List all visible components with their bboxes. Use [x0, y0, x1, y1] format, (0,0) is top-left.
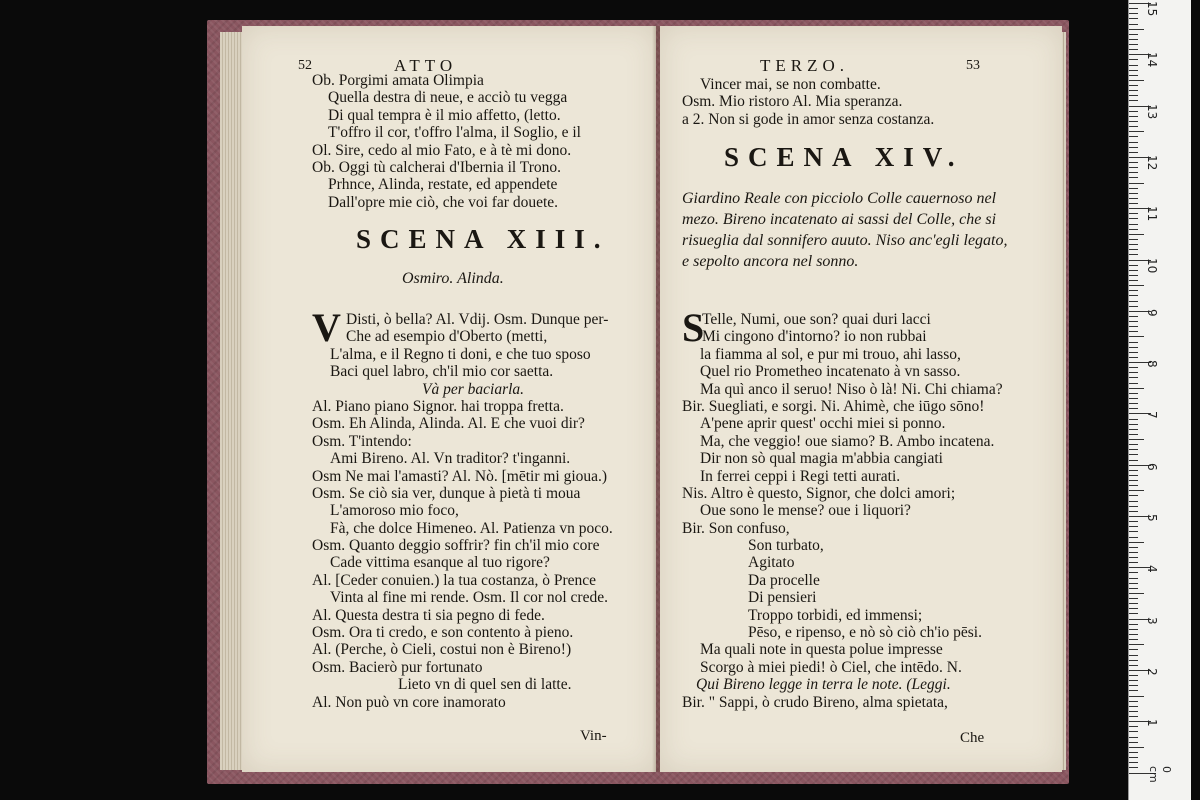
- ruler-tick: [1129, 624, 1138, 625]
- scene-heading: SCENA XIII.: [356, 224, 610, 254]
- verse-line: Prhnce, Alinda, restate, ed appendete: [328, 176, 558, 194]
- ruler-tick: [1129, 65, 1138, 66]
- verse-line: Al. [Ceder conuien.) la tua costanza, ò Prence: [312, 571, 597, 589]
- ruler-tick: [1129, 593, 1144, 594]
- page-edges-left: [220, 32, 244, 770]
- ruler-tick: [1129, 172, 1138, 173]
- stage-direction: Qui Bireno legge in terra le note. (Leggi.: [696, 676, 951, 694]
- drop-cap: V: [312, 305, 341, 350]
- ruler-number: 9: [1145, 308, 1159, 317]
- ruler-tick: [1129, 449, 1138, 450]
- ruler-tick: [1129, 537, 1138, 538]
- verse-line: Ol. Sire, cedo al mio Fato, e à tè mi dono.: [312, 141, 572, 159]
- ruler-tick: [1129, 531, 1138, 532]
- ruler-tick: [1129, 460, 1138, 461]
- ruler-tick: [1129, 680, 1138, 681]
- ruler-tick: [1129, 752, 1138, 753]
- ruler-tick: [1129, 177, 1138, 178]
- ruler-number: 11: [1145, 206, 1159, 222]
- ruler-tick: [1129, 244, 1138, 245]
- ruler-number: 6: [1145, 462, 1159, 471]
- scene-persons: Osmiro. Alinda.: [402, 270, 504, 287]
- ruler-tick: [1129, 454, 1138, 455]
- ruler-tick: [1129, 193, 1138, 194]
- ruler-tick: [1129, 706, 1138, 707]
- ruler-tick: [1129, 95, 1138, 96]
- verse-line: Ami Bireno. Al. Vn traditor? t'inganni.: [330, 450, 571, 468]
- ruler-tick: [1129, 398, 1138, 399]
- left-page-number: 52: [298, 58, 312, 73]
- ruler-tick: [1129, 34, 1138, 35]
- ruler-tick: [1129, 444, 1138, 445]
- verse-line: Al. Questa destra ti sia pegno di fede.: [312, 606, 545, 624]
- ruler-tick: [1129, 696, 1144, 697]
- ruler-tick: [1129, 90, 1138, 91]
- ruler-tick: [1129, 634, 1138, 635]
- ruler-tick: [1129, 757, 1138, 758]
- verse-line: Ma quì anco il seruo! Niso ò là! Ni. Chi chiama?: [700, 380, 1003, 398]
- ruler-tick: [1129, 639, 1138, 640]
- ruler-tick: [1129, 511, 1138, 512]
- verse-line: Agitato: [748, 554, 795, 572]
- ruler-tick: [1129, 403, 1138, 404]
- ruler-tick: [1129, 613, 1138, 614]
- catchword: Vin-: [580, 728, 607, 744]
- ruler-tick: [1129, 716, 1138, 717]
- scene-heading: SCENA XIV.: [724, 142, 964, 172]
- verse-line: Bir. Suegliati, e sorgi. Ni. Ahimè, che iūgo sōno!: [682, 397, 985, 415]
- ruler-tick: [1129, 306, 1138, 307]
- verse-line: Scorgo à miei piedi! ò Ciel, che intēdo. N.: [700, 658, 962, 676]
- verse-line: Cade vittima esanque al tuo rigore?: [330, 554, 550, 572]
- verse-line: Oue sono le mense? oue i liquori?: [700, 502, 911, 520]
- verse-line: Lieto vn di quel sen di latte.: [398, 676, 572, 694]
- ruler-tick: [1129, 731, 1138, 732]
- ruler-tick: [1129, 685, 1138, 686]
- ruler-tick: [1129, 131, 1144, 132]
- ruler-number: 14: [1145, 52, 1159, 68]
- verse-line: Ob. Porgimi amata Olimpia: [312, 72, 484, 89]
- verse-line: Ma quali note in questa polue impresse: [700, 641, 943, 659]
- ruler-number: 2: [1145, 667, 1159, 676]
- ruler-tick: [1129, 424, 1138, 425]
- verse-line: Baci quel labro, ch'il mio cor saetta.: [330, 363, 554, 381]
- ruler-tick: [1129, 377, 1138, 378]
- ruler-number: 4: [1145, 565, 1159, 573]
- ruler-tick: [1129, 59, 1138, 60]
- ruler-tick: [1129, 183, 1144, 184]
- ruler-tick: [1129, 470, 1138, 471]
- ruler-tick: [1129, 29, 1144, 30]
- left-top-verses: [312, 72, 581, 211]
- ruler-tick: [1129, 357, 1138, 358]
- ruler-tick: [1129, 434, 1138, 435]
- ruler-tick: [1129, 747, 1144, 748]
- ruler-tick: [1129, 116, 1138, 117]
- ruler-tick: [1129, 352, 1138, 353]
- ruler-tick: [1129, 75, 1138, 76]
- ruler-tick: [1129, 111, 1138, 112]
- verse-line: Osm. Mio ristoro Al. Mia speranza.: [682, 93, 903, 111]
- verse-line: Al. (Perche, ò Cieli, costui non è Bireno!): [312, 641, 572, 659]
- verse-line: Pēso, e ripenso, e nò sò ciò ch'io pēsi.: [748, 624, 982, 642]
- verse-line: Al. Non può vn core inamorato: [312, 693, 506, 711]
- ruler-tick: [1129, 726, 1138, 727]
- ruler-tick: [1129, 521, 1138, 522]
- ruler-tick: [1129, 147, 1138, 148]
- verse-line: Quel rio Prometheo incatenato à vn sasso.: [700, 363, 961, 381]
- ruler-tick: [1129, 326, 1138, 327]
- ruler-tick: [1129, 70, 1138, 71]
- stage-direction: Và per baciarla.: [422, 380, 525, 398]
- ruler-tick: [1129, 198, 1138, 199]
- ruler-tick: [1129, 388, 1144, 389]
- ruler-tick: [1129, 608, 1138, 609]
- ruler-tick: [1129, 39, 1138, 40]
- ruler-number: 5: [1145, 514, 1159, 522]
- ruler-tick: [1129, 701, 1138, 702]
- verse-line: Mi cingono d'intorno? io non rubbai: [702, 328, 927, 346]
- ruler-tick: [1129, 301, 1138, 302]
- ruler-tick: [1129, 13, 1138, 14]
- catchword: Che: [960, 730, 985, 746]
- ruler-tick: [1129, 316, 1138, 317]
- ruler-tick: [1129, 644, 1144, 645]
- ruler-tick: [1129, 429, 1138, 430]
- ruler-tick: [1129, 485, 1138, 486]
- ruler-tick: [1129, 270, 1138, 271]
- verse-line: Bir. Son confuso,: [682, 519, 790, 537]
- verse-line: A'pene aprir quest' occhi miei si ponno.: [700, 415, 946, 433]
- ruler-tick: [1129, 342, 1138, 343]
- ruler-tick: [1129, 562, 1138, 563]
- verse-line: Dir non sò qual magia m'abbia cangiati: [700, 450, 943, 468]
- ruler-tick: [1129, 572, 1138, 573]
- verse-line: Vinta al fine mi rende. Osm. Il cor nol crede.: [330, 589, 608, 607]
- left-page: [242, 26, 656, 772]
- ruler-tick: [1129, 660, 1138, 661]
- ruler-tick: [1129, 742, 1138, 743]
- verse-line: Dall'opre mie ciò, che voi far douete.: [328, 193, 559, 211]
- verse-line: Disti, ò bella? Al. Vdij. Osm. Dunque per-: [346, 311, 609, 328]
- ruler-tick: [1129, 24, 1138, 25]
- verse-line: Osm. Bacierò pur fortunato: [312, 658, 483, 676]
- ruler-tick: [1129, 85, 1138, 86]
- ruler-tick: [1129, 583, 1138, 584]
- right-page-number: 53: [966, 58, 980, 73]
- right-running-head: TERZO.: [760, 56, 850, 75]
- ruler-tick: [1129, 18, 1138, 19]
- ruler-tick: [1129, 121, 1138, 122]
- verse-line: Ma, che veggio! oue siamo? B. Ambo incatena.: [700, 432, 995, 450]
- ruler-tick: [1129, 167, 1138, 168]
- ruler-tick: [1129, 336, 1144, 337]
- ruler-tick: [1129, 767, 1138, 768]
- ruler-tick: [1129, 188, 1138, 189]
- verse-line: Vincer mai, se non combatte.: [700, 76, 881, 93]
- ruler-number: 10: [1145, 257, 1159, 273]
- right-top-verses: [682, 76, 934, 128]
- verse-line: Troppo torbidi, ed immensi;: [748, 606, 923, 624]
- ruler-tick: [1129, 475, 1138, 476]
- ruler-tick: [1129, 80, 1144, 81]
- ruler-tick: [1129, 213, 1138, 214]
- ruler-tick: [1129, 495, 1138, 496]
- ruler-tick: [1129, 762, 1138, 763]
- ruler-tick: [1129, 347, 1138, 348]
- right-main-verses: [682, 311, 1003, 711]
- ruler-tick: [1129, 649, 1138, 650]
- ruler-tick: [1129, 737, 1138, 738]
- ruler-tick: [1129, 501, 1138, 502]
- ruler-unit: 0 cm: [1147, 766, 1173, 783]
- verse-line: L'amoroso mio foco,: [330, 502, 459, 520]
- ruler-tick: [1129, 711, 1138, 712]
- ruler-tick: [1129, 290, 1138, 291]
- ruler-tick: [1129, 603, 1138, 604]
- ruler-tick: [1129, 675, 1138, 676]
- ruler-tick: [1129, 239, 1138, 240]
- left-main-verses: [312, 311, 613, 711]
- ruler-tick: [1129, 383, 1138, 384]
- verse-line: Osm Ne mai l'amasti? Al. Nò. [mētir mi gioua.): [312, 467, 608, 485]
- ruler-tick: [1129, 249, 1138, 250]
- verse-line: In ferrei ceppi i Regi tetti aurati.: [700, 467, 901, 485]
- ruler-tick: [1129, 557, 1138, 558]
- ruler-tick: [1129, 367, 1138, 368]
- ruler-tick: [1129, 136, 1138, 137]
- ruler-tick: [1129, 100, 1138, 101]
- ruler-tick: [1129, 229, 1138, 230]
- ruler-tick: [1129, 480, 1138, 481]
- left-running-head: ATTO: [394, 56, 458, 75]
- verse-line: a 2. Non si gode in amor senza costanza.: [682, 110, 935, 128]
- right-page: [660, 26, 1062, 772]
- ruler-number: 8: [1145, 360, 1159, 368]
- verse-line: Son turbato,: [748, 537, 824, 555]
- ruler-tick: [1129, 419, 1138, 420]
- verse-line: L'alma, e il Regno ti doni, e che tuo sposo: [330, 345, 591, 363]
- verse-line: Nis. Altro è questo, Signor, che dolci amori;: [682, 484, 956, 502]
- ruler-tick: [1129, 224, 1138, 225]
- ruler-tick: [1129, 142, 1138, 143]
- verse-line: Bir. " Sappi, ò crudo Bireno, alma spietata,: [682, 693, 948, 711]
- ruler-tick: [1129, 152, 1138, 153]
- verse-line: Osm. Ora ti credo, e son contento à pieno.: [312, 624, 574, 642]
- verse-line: Di pensieri: [748, 589, 817, 607]
- verse-line: Da procelle: [748, 571, 820, 589]
- ruler-tick: [1129, 203, 1138, 204]
- ruler-number: 1: [1145, 719, 1159, 727]
- ruler-tick: [1129, 408, 1138, 409]
- verse-line: la fiamma al sol, e pur mi trouo, ahi lasso,: [700, 345, 961, 363]
- drop-cap: S: [682, 305, 705, 350]
- verse-line: Osm. Quanto deggio soffrir? fin ch'il mio core: [312, 537, 600, 555]
- verse-line: Osm. Eh Alinda, Alinda. Al. E che vuoi dir?: [312, 415, 585, 433]
- ruler-tick: [1129, 690, 1138, 691]
- verse-line: T'offro il cor, t'offro l'alma, il Soglio, e il: [328, 124, 581, 142]
- verse-line: Fà, che dolce Himeneo. Al. Patienza vn poco.: [330, 519, 613, 537]
- ruler-tick: [1129, 526, 1138, 527]
- ruler-tick: [1129, 439, 1144, 440]
- ruler-number: 13: [1145, 103, 1159, 119]
- verse-line: Quella destra di neue, e acciò tu vegga: [328, 89, 568, 107]
- ruler-tick: [1129, 280, 1138, 281]
- ruler-tick: [1129, 265, 1138, 266]
- ruler-tick: [1129, 234, 1144, 235]
- ruler-tick: [1129, 218, 1138, 219]
- ruler-tick: [1129, 49, 1138, 50]
- ruler-tick: [1129, 295, 1138, 296]
- ruler-tick: [1129, 547, 1138, 548]
- measuring-ruler: [1128, 0, 1191, 800]
- ruler-tick: [1129, 254, 1138, 255]
- verse-line: Di qual tempra è il mio affetto, (letto.: [328, 106, 561, 124]
- ruler-tick: [1129, 665, 1138, 666]
- ruler-tick: [1129, 285, 1144, 286]
- ruler-tick: [1129, 275, 1138, 276]
- verse-line: Osm. T'intendo:: [312, 432, 412, 450]
- verse-line: Al. Piano piano Signor. hai troppa fretta.: [312, 397, 564, 415]
- ruler-number: 7: [1145, 411, 1159, 420]
- ruler-tick: [1129, 372, 1138, 373]
- ruler-number: 3: [1145, 616, 1159, 625]
- ruler-tick: [1129, 321, 1138, 322]
- stage-direction: Giardino Reale con picciolo Colle cauernoso nel mezo. Bireno incatenato ai sassi del Colle, che si risueglia dal sonnifero auuto. Niso anc'egli legato, e sepolto ancora nel sonno.: [682, 190, 1008, 270]
- ruler-tick: [1129, 629, 1138, 630]
- ruler-tick: [1129, 162, 1138, 163]
- ruler-tick: [1129, 578, 1138, 579]
- ruler-tick: [1129, 542, 1144, 543]
- ruler-tick: [1129, 552, 1138, 553]
- ruler-tick: [1129, 490, 1144, 491]
- ruler-tick: [1129, 8, 1138, 9]
- verse-line: Telle, Numi, oue son? quai duri lacci: [702, 311, 931, 328]
- ruler-tick: [1129, 393, 1138, 394]
- ruler-number: 15: [1145, 1, 1159, 17]
- ruler-number: 12: [1145, 154, 1159, 171]
- ruler-tick: [1129, 588, 1138, 589]
- verse-line: Osm. Se ciò sia ver, dunque à pietà ti moua: [312, 484, 581, 502]
- ruler-tick: [1129, 506, 1138, 507]
- ruler-tick: [1129, 44, 1138, 45]
- verse-line: Ob. Oggi tù calcherai d'Ibernia il Trono.: [312, 158, 562, 176]
- ruler-tick: [1129, 598, 1138, 599]
- ruler-tick: [1129, 126, 1138, 127]
- verse-line: Che ad esempio d'Oberto (metti,: [346, 328, 548, 346]
- ruler-tick: [1129, 655, 1138, 656]
- ruler-tick: [1129, 331, 1138, 332]
